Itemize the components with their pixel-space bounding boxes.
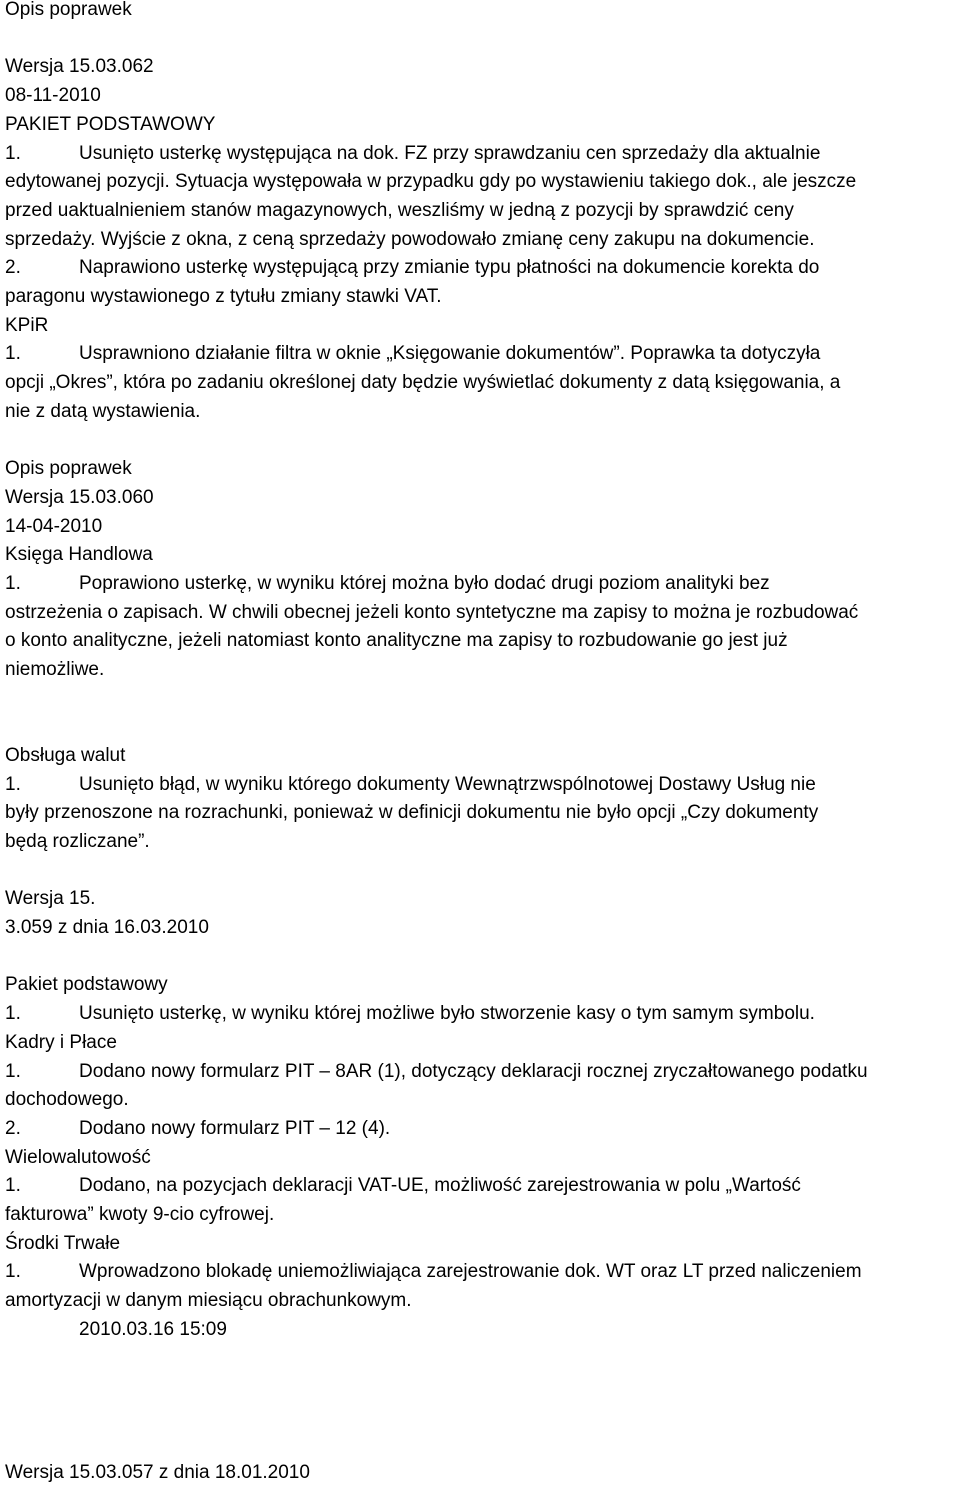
section-heading: Środki Trwałe xyxy=(5,1232,121,1254)
list-item xyxy=(5,1172,957,1229)
item-text: o konto analityczne, jeżeli natomiast konto analityczne ma zapisy to rozbudowanie go jest już xyxy=(5,630,788,652)
spacer xyxy=(5,1373,957,1402)
item-number: 1. xyxy=(5,1060,21,1082)
item-text: Dodano nowy formularz PIT – 12 (4). xyxy=(79,1117,391,1139)
section-heading: Kadry i Płace xyxy=(5,1031,117,1053)
timestamp: 2010.03.16 15:09 xyxy=(79,1318,227,1340)
version-heading: Wersja 15.03.060 xyxy=(5,486,154,508)
item-text: Usprawniono działanie filtra w oknie „Księgowanie dokumentów”. Poprawka ta dotyczyła xyxy=(79,343,821,365)
list-item xyxy=(5,1258,957,1315)
item-number: 1. xyxy=(5,1261,21,1283)
item-text: były przenoszone na rozrachunki, ponieważ w definicji dokumentu nie było opcji „Czy dokumenty xyxy=(5,802,819,824)
spacer xyxy=(5,1345,957,1374)
list-item xyxy=(5,254,957,311)
list-item xyxy=(5,1058,957,1115)
item-number: 2. xyxy=(5,1117,21,1139)
list-item xyxy=(5,771,957,857)
item-text: ostrzeżenia o zapisach. W chwili obecnej jeżeli konto syntetyczne ma zapisy to można je rozbudować xyxy=(5,601,859,623)
item-text: Poprawiono usterkę, w wyniku której można było dodać drugi poziom analityki bez xyxy=(79,573,770,595)
spacer xyxy=(5,857,957,886)
section-heading: PAKIET PODSTAWOWY xyxy=(5,113,216,135)
item-text: Naprawiono usterkę występującą przy zmianie typu płatności na dokumencie korekta do xyxy=(79,257,820,279)
item-text: będą rozliczane”. xyxy=(5,830,150,852)
item-number: 1. xyxy=(5,142,21,164)
item-text: edytowanej pozycji. Sytuacja występowała w przypadku gdy po wystawieniu takiego dok., ale jeszcze xyxy=(5,171,857,193)
item-number: 2. xyxy=(5,257,21,279)
item-text: opcji „Okres”, która po zadaniu określonej daty będzie wyświetlać dokumenty z datą księgowania, a xyxy=(5,372,841,394)
spacer xyxy=(5,427,957,456)
item-text: Usunięto błąd, w wyniku którego dokumenty Wewnątrzwspólnotowej Dostawy Usług nie xyxy=(79,773,816,795)
version-heading: Wersja 15. xyxy=(5,888,96,910)
spacer xyxy=(5,1402,957,1431)
item-text: Usunięto usterkę występująca na dok. FZ przy sprawdzaniu cen sprzedaży dla aktualnie xyxy=(79,142,821,164)
section-heading: Wielowalutowość xyxy=(5,1146,151,1168)
spacer xyxy=(5,25,957,54)
list-item xyxy=(5,140,957,255)
list-item xyxy=(5,340,957,426)
item-text: paragonu wystawionego z tytułu zmiany stawki VAT. xyxy=(5,286,442,308)
doc-title: Opis poprawek xyxy=(5,458,132,480)
list-item xyxy=(5,570,957,685)
item-number: 1. xyxy=(5,1175,21,1197)
item-text: Dodano nowy formularz PIT – 8AR (1), dotyczący deklaracji rocznej zryczałtowanego podatku xyxy=(79,1060,868,1082)
item-text: przed uaktualnieniem stanów magazynowych, weszliśmy w jedną z pozycji by sprawdzić ceny xyxy=(5,199,794,221)
item-text: dochodowego. xyxy=(5,1089,129,1111)
item-text: fakturowa” kwoty 9-cio cyfrowej. xyxy=(5,1204,275,1226)
item-text: nie z datą wystawienia. xyxy=(5,400,201,422)
section-heading: Obsługa walut xyxy=(5,744,126,766)
item-number: 1. xyxy=(5,573,21,595)
item-text: Usunięto usterkę, w wyniku której możliwe było stworzenie kasy o tym samym symbolu. xyxy=(79,1003,815,1025)
release-date: 08-11-2010 xyxy=(5,85,101,107)
item-text: Wprowadzono blokadę uniemożliwiająca zarejestrowanie dok. WT oraz LT przed naliczeniem xyxy=(79,1261,862,1283)
version-heading: 3.059 z dnia 16.03.2010 xyxy=(5,917,209,939)
spacer xyxy=(5,1431,957,1460)
item-text: amortyzacji w danym miesiącu obrachunkowym. xyxy=(5,1290,412,1312)
item-number: 1. xyxy=(5,343,21,365)
section-heading: Pakiet podstawowy xyxy=(5,974,168,996)
spacer xyxy=(5,943,957,972)
list-item xyxy=(5,1000,957,1029)
item-text: sprzedaży. Wyjście z okna, z ceną sprzedaży powodowało zmianę ceny zakupu na dokumencie. xyxy=(5,228,815,250)
item-text: niemożliwe. xyxy=(5,659,105,681)
version-heading: Wersja 15.03.057 z dnia 18.01.2010 xyxy=(5,1462,310,1484)
item-text: Dodano, na pozycjach deklaracji VAT-UE, możliwość zarejestrowania w polu „Wartość xyxy=(79,1175,801,1197)
version-heading: Wersja 15.03.062 xyxy=(5,56,154,78)
doc-title: Opis poprawek xyxy=(5,0,132,20)
section-heading: Księga Handlowa xyxy=(5,544,153,566)
item-number: 1. xyxy=(5,1003,21,1025)
document xyxy=(5,0,957,1488)
spacer xyxy=(5,685,957,742)
item-number: 1. xyxy=(5,773,21,795)
release-date: 14-04-2010 xyxy=(5,515,103,537)
list-item xyxy=(5,1115,957,1144)
section-heading: KPiR xyxy=(5,314,49,336)
